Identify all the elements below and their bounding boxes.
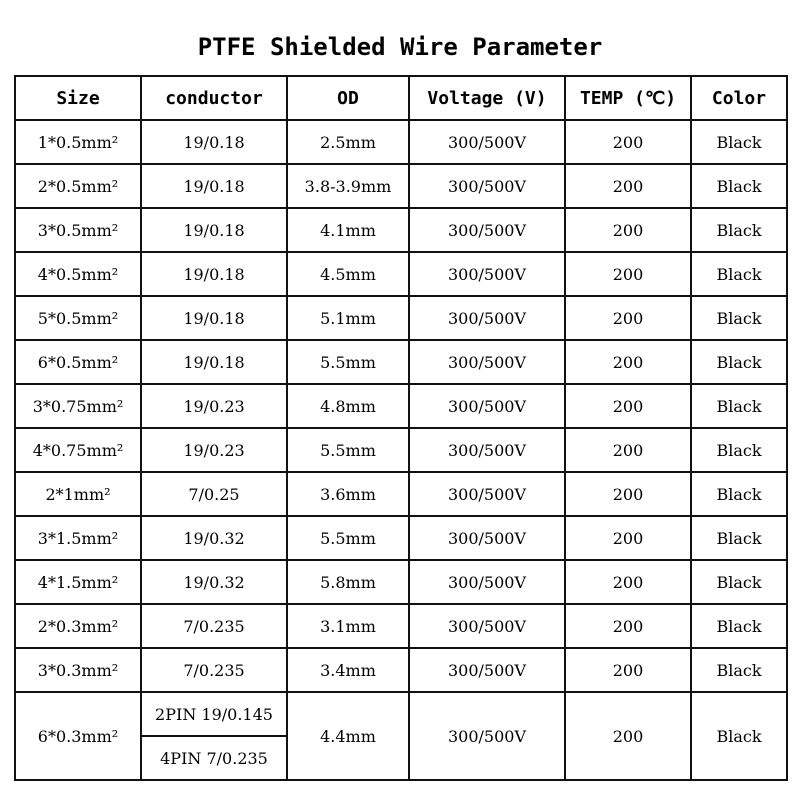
cell-size: 2*0.3mm²: [15, 604, 141, 648]
cell-conductor: 7/0.235: [141, 648, 287, 692]
cell-od: 3.6mm: [287, 472, 409, 516]
cell-color: Black: [691, 560, 787, 604]
cell-color: Black: [691, 428, 787, 472]
cell-conductor: 19/0.32: [141, 516, 287, 560]
cell-conductor: 7/0.25: [141, 472, 287, 516]
header-conductor: conductor: [141, 76, 287, 120]
cell-size: 1*0.5mm²: [15, 120, 141, 164]
cell-voltage: 300/500V: [409, 692, 565, 780]
header-size: Size: [15, 76, 141, 120]
table-row: [15, 208, 787, 252]
table-row: [15, 516, 787, 560]
cell-size: 2*0.5mm²: [15, 164, 141, 208]
cell-color: Black: [691, 384, 787, 428]
cell-voltage: 300/500V: [409, 648, 565, 692]
wire-parameter-table: [14, 75, 788, 781]
table-row: [15, 384, 787, 428]
table-row: [15, 648, 787, 692]
cell-size: 6*0.5mm²: [15, 340, 141, 384]
cell-conductor: 19/0.23: [141, 384, 287, 428]
cell-temp: 200: [565, 164, 691, 208]
cell-voltage: 300/500V: [409, 516, 565, 560]
cell-color: Black: [691, 472, 787, 516]
table-row: [15, 164, 787, 208]
table-row: [15, 472, 787, 516]
cell-voltage: 300/500V: [409, 296, 565, 340]
cell-voltage: 300/500V: [409, 428, 565, 472]
cell-conductor: 4PIN 7/0.235: [141, 736, 287, 780]
cell-temp: 200: [565, 428, 691, 472]
cell-conductor: 19/0.18: [141, 164, 287, 208]
cell-size: 4*0.5mm²: [15, 252, 141, 296]
cell-color: Black: [691, 648, 787, 692]
cell-od: 3.1mm: [287, 604, 409, 648]
cell-color: Black: [691, 208, 787, 252]
header-voltage: Voltage (V): [409, 76, 565, 120]
cell-od: 5.5mm: [287, 428, 409, 472]
cell-conductor: 19/0.23: [141, 428, 287, 472]
cell-od: 5.5mm: [287, 340, 409, 384]
header-color: Color: [691, 76, 787, 120]
cell-voltage: 300/500V: [409, 472, 565, 516]
cell-od: 5.1mm: [287, 296, 409, 340]
cell-temp: 200: [565, 648, 691, 692]
header-od: OD: [287, 76, 409, 120]
cell-size: 2*1mm²: [15, 472, 141, 516]
cell-size: 6*0.3mm²: [15, 692, 141, 780]
cell-conductor: 19/0.18: [141, 208, 287, 252]
cell-size: 3*0.3mm²: [15, 648, 141, 692]
cell-voltage: 300/500V: [409, 252, 565, 296]
cell-color: Black: [691, 340, 787, 384]
cell-temp: 200: [565, 252, 691, 296]
cell-conductor: 19/0.32: [141, 560, 287, 604]
cell-color: Black: [691, 164, 787, 208]
table-row: [15, 604, 787, 648]
cell-conductor: 19/0.18: [141, 252, 287, 296]
cell-temp: 200: [565, 692, 691, 780]
cell-size: 4*1.5mm²: [15, 560, 141, 604]
cell-temp: 200: [565, 208, 691, 252]
cell-color: Black: [691, 692, 787, 780]
cell-voltage: 300/500V: [409, 164, 565, 208]
cell-od: 4.5mm: [287, 252, 409, 296]
cell-temp: 200: [565, 340, 691, 384]
cell-temp: 200: [565, 384, 691, 428]
cell-conductor: 2PIN 19/0.145: [141, 692, 287, 736]
header-temp: TEMP (℃): [565, 76, 691, 120]
cell-od: 3.8-3.9mm: [287, 164, 409, 208]
cell-conductor: 7/0.235: [141, 604, 287, 648]
cell-temp: 200: [565, 120, 691, 164]
table-row: [15, 692, 787, 736]
cell-voltage: 300/500V: [409, 208, 565, 252]
cell-voltage: 300/500V: [409, 384, 565, 428]
table-row: [15, 120, 787, 164]
cell-voltage: 300/500V: [409, 560, 565, 604]
cell-od: 4.4mm: [287, 692, 409, 780]
table-row: [15, 252, 787, 296]
cell-conductor: 19/0.18: [141, 340, 287, 384]
cell-od: 5.8mm: [287, 560, 409, 604]
cell-color: Black: [691, 604, 787, 648]
table-row: [15, 296, 787, 340]
cell-voltage: 300/500V: [409, 120, 565, 164]
cell-color: Black: [691, 516, 787, 560]
cell-od: 4.8mm: [287, 384, 409, 428]
cell-od: 4.1mm: [287, 208, 409, 252]
cell-conductor: 19/0.18: [141, 120, 287, 164]
cell-temp: 200: [565, 604, 691, 648]
cell-size: 3*0.75mm²: [15, 384, 141, 428]
cell-size: 4*0.75mm²: [15, 428, 141, 472]
cell-color: Black: [691, 296, 787, 340]
table-row: [15, 428, 787, 472]
cell-od: 5.5mm: [287, 516, 409, 560]
cell-temp: 200: [565, 472, 691, 516]
cell-temp: 200: [565, 560, 691, 604]
page-title: PTFE Shielded Wire Parameter: [197, 33, 603, 61]
cell-voltage: 300/500V: [409, 604, 565, 648]
cell-size: 3*0.5mm²: [15, 208, 141, 252]
cell-od: 3.4mm: [287, 648, 409, 692]
table-row: [15, 340, 787, 384]
cell-size: 3*1.5mm²: [15, 516, 141, 560]
table-row: [15, 560, 787, 604]
cell-temp: 200: [565, 516, 691, 560]
cell-temp: 200: [565, 296, 691, 340]
cell-od: 2.5mm: [287, 120, 409, 164]
cell-color: Black: [691, 252, 787, 296]
table-header-row: [15, 76, 787, 120]
cell-color: Black: [691, 120, 787, 164]
cell-voltage: 300/500V: [409, 340, 565, 384]
cell-conductor: 19/0.18: [141, 296, 287, 340]
cell-size: 5*0.5mm²: [15, 296, 141, 340]
